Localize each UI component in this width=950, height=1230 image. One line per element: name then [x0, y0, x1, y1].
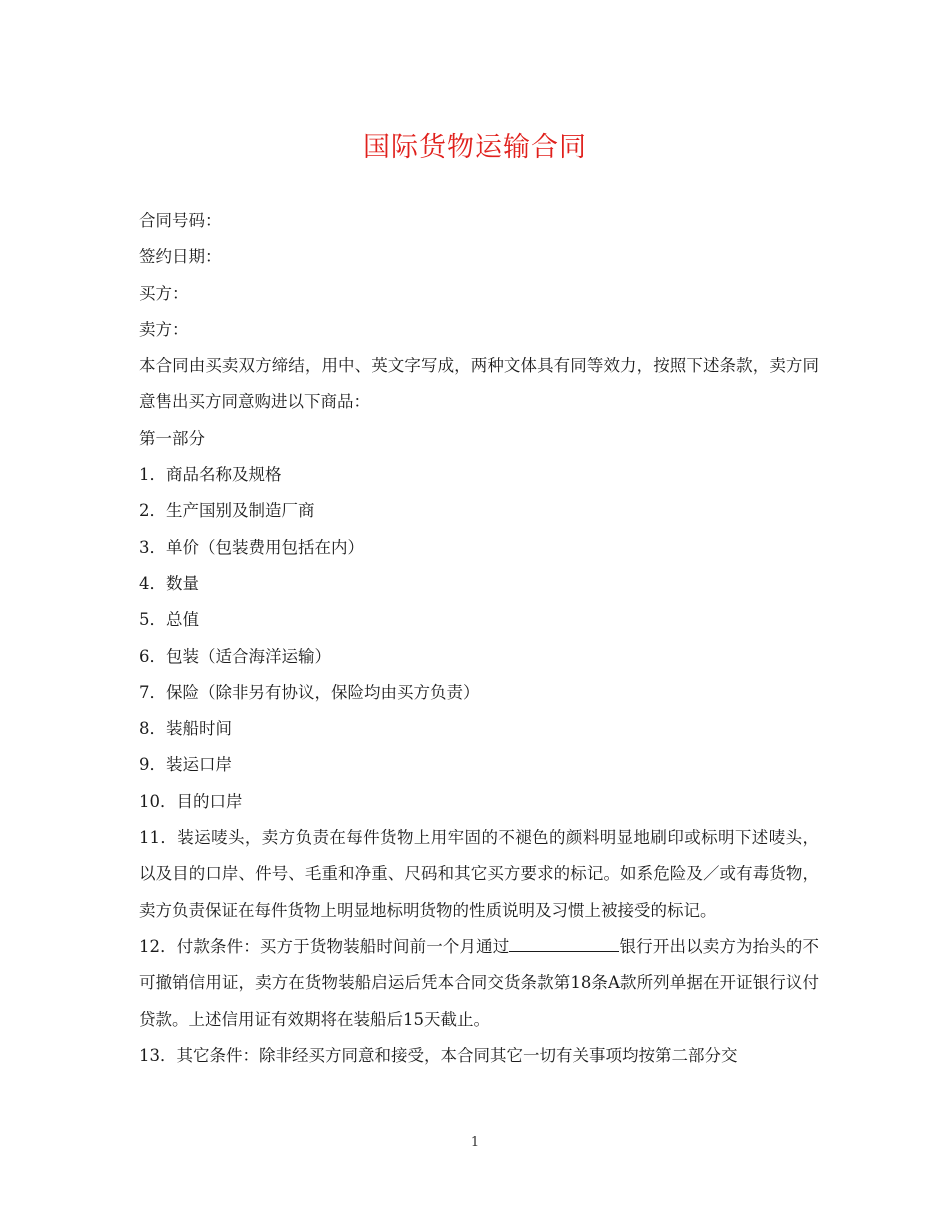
document-title: 国际货物运输合同 — [363, 132, 587, 163]
clause-12-text-before: 12．付款条件：买方于货物装船时间前一个月通过 — [139, 936, 510, 956]
field-sign-date: 签约日期： — [139, 247, 222, 267]
list-item: 6．包装（适合海洋运输） — [139, 646, 331, 666]
list-item: 1．商品名称及规格 — [139, 465, 282, 485]
page-number: 1 — [470, 1135, 480, 1150]
list-item: 2．生产国别及制造厂商 — [139, 501, 315, 521]
clause-11: 11．装运唛头，卖方负责在每件货物上用牢固的不褪色的颜料明显地刷印或标明下述唛头，以及目的口岸、件号、毛重和净重、尺码和其它买方要求的标记。如系危险及／或有毒货物，卖方负责保证在每件货物上明显地标明货物的性质说明及习惯上被接受的标记。 — [139, 828, 819, 920]
list-item: 3．单价（包装费用包括在内） — [139, 537, 364, 557]
list-item: 8．装船时间 — [139, 719, 232, 739]
section-heading-part-one: 第一部分 — [139, 428, 205, 448]
intro-paragraph: 本合同由买卖双方缔结，用中、英文字写成，两种文体具有同等效力，按照下述条款，卖方同意售出买方同意购进以下商品： — [139, 356, 819, 412]
list-item: 4．数量 — [139, 573, 199, 593]
field-contract-no: 合同号码： — [139, 211, 222, 230]
field-seller: 卖方： — [139, 319, 189, 339]
document-body — [139, 203, 819, 1074]
clause-12-text-after: 银行开出以卖方为抬头的不可撤销信用证，卖方在货物装船启运后凭本合同交货条款第18条A款所列单据在开证银行议付贷款。上述信用证有效期将在装船后15天截止。 — [139, 936, 820, 1029]
list-item: 5．总值 — [139, 610, 199, 630]
list-item: 9．装运口岸 — [139, 755, 232, 775]
field-buyer: 买方： — [139, 283, 189, 303]
clause-13: 13．其它条件：除非经买方同意和接受，本合同其它一切有关事项均按第二部分交 — [139, 1045, 738, 1065]
bank-name-blank — [509, 933, 619, 952]
list-item: 10．目的口岸 — [139, 791, 243, 811]
clause-12 — [139, 929, 819, 1038]
list-item: 7．保险（除非另有协议，保险均由买方负责） — [139, 682, 480, 702]
